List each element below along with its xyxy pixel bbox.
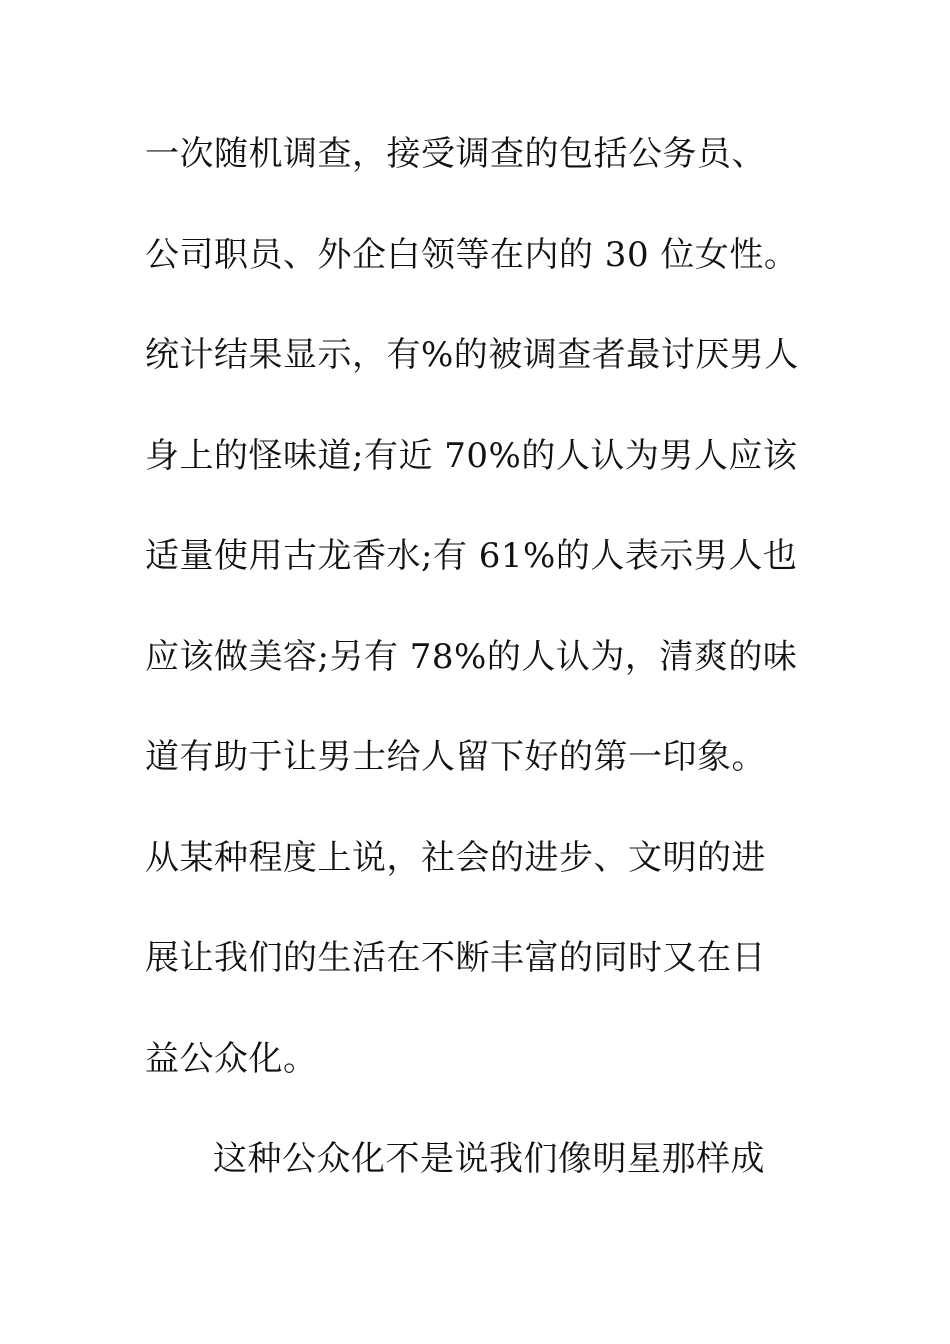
text-line: 适量使用古龙香水;有 61%的人表示男人也 [145, 536, 798, 576]
text-line: 应该做美容;另有 78%的人认为，清爽的味 [145, 636, 798, 677]
text-line: 公司职员、外企白领等在内的 30 位女性。 [145, 234, 799, 275]
text-line: 身上的怪味道;有近 70%的人认为男人应该 [145, 435, 798, 476]
text-line: 道有助于让男士给人留下好的第一印象。 [145, 737, 766, 777]
text-line: 展让我们的生活在不断丰富的同时又在日 [145, 938, 766, 978]
text-line: 一次随机调查，接受调查的包括公务员、 [145, 134, 766, 174]
paragraph-start-line: 这种公众化不是说我们像明星那样成 [213, 1139, 765, 1179]
body-text [145, 124, 805, 1230]
text-line: 从某种程度上说，社会的进步、文明的进 [145, 837, 766, 878]
text-line: 益公众化。 [145, 1038, 318, 1079]
text-line: 统计结果显示，有%的被调查者最讨厌男人 [145, 335, 799, 375]
